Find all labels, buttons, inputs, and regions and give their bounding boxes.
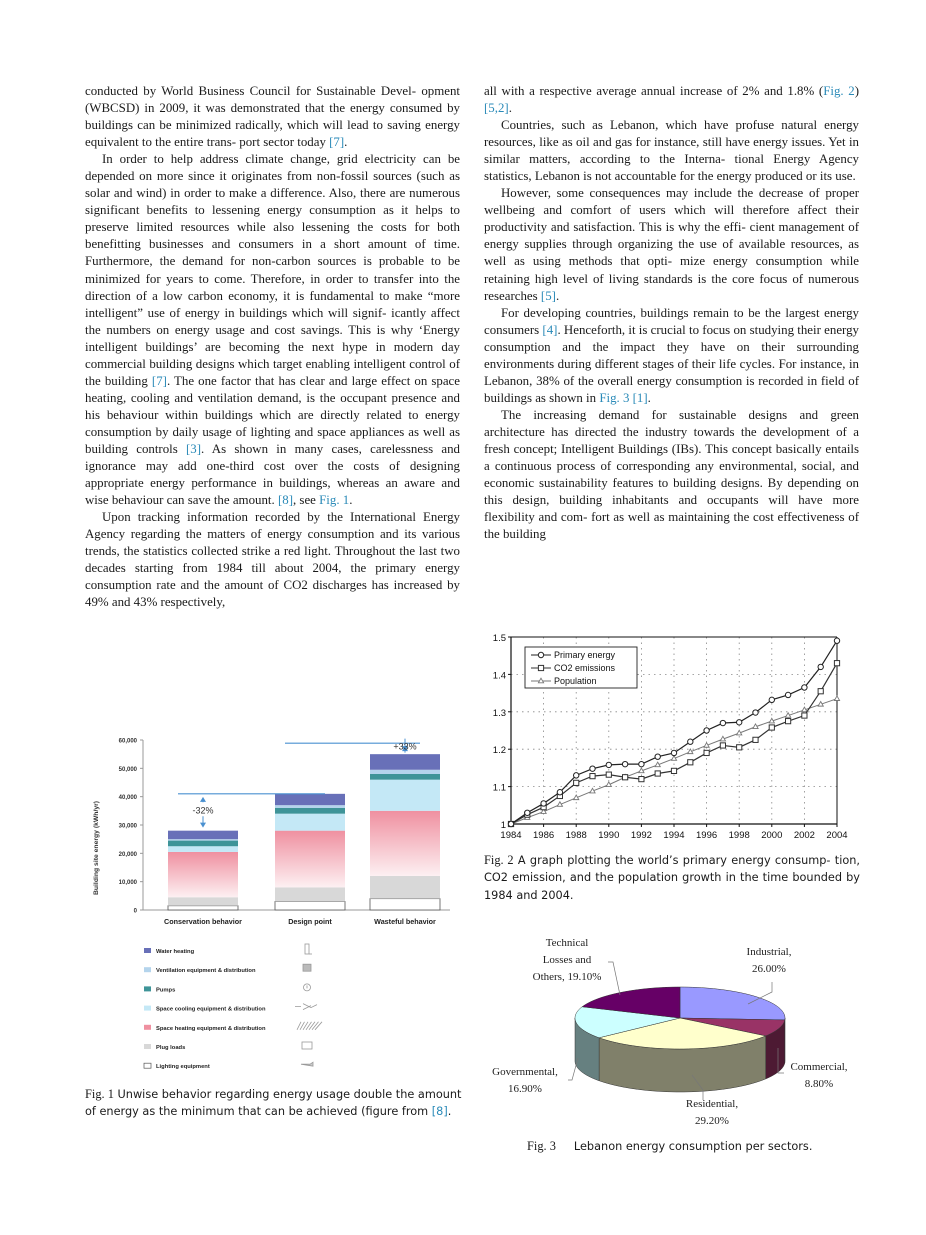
fig1-legend-label: Ventilation equipment & distribution	[156, 968, 256, 975]
fig2-y-tick-label: 1	[500, 820, 506, 831]
fig2-data-point	[720, 720, 725, 725]
fig1-bar-segment-water_heating	[275, 794, 345, 805]
fig1-legend-item	[144, 944, 312, 955]
paragraph-text: .	[508, 101, 512, 116]
left-paragraph	[85, 509, 460, 611]
fig3-caption-label: Fig. 3	[527, 1139, 556, 1153]
fig1-y-axis-label: Building site energy (kWh/yr)	[93, 800, 100, 896]
fig3-slice-label: Residential,	[685, 1098, 739, 1110]
fig1-bar-segment-pumps	[370, 774, 440, 780]
fig1-bar-segment-water_heating	[370, 754, 440, 770]
fig2-x-tick-label: 1984	[500, 830, 522, 841]
fig2-data-point	[606, 762, 611, 767]
fig2-data-point	[786, 719, 791, 724]
citation-link[interactable]: [8]	[277, 493, 293, 508]
fig2-y-tick-label: 1.1	[492, 782, 506, 794]
fig1-bar-segment-pumps	[275, 808, 345, 814]
fig1-y-tick-label: 40,000	[118, 795, 137, 802]
fig2-x-tick-label: 1996	[696, 830, 718, 841]
fig1-legend-swatch	[144, 986, 151, 991]
fig1-legend-swatch	[144, 1006, 151, 1011]
fig1-bar-segment-lighting	[370, 899, 440, 910]
fig2-x-tick-label: 2000	[761, 830, 783, 841]
heating-ray	[312, 1022, 319, 1030]
citation-link[interactable]: [3]	[186, 441, 202, 456]
citation-link[interactable]: Fig. 3	[599, 390, 630, 405]
paragraph-text: .	[647, 390, 651, 405]
fig2-data-point	[606, 772, 611, 777]
fig1-y-tick-label: 30,000	[118, 823, 137, 830]
fig2-data-point	[785, 692, 790, 697]
citation-link[interactable]: Fig. 1	[319, 493, 350, 508]
fig2-data-point	[753, 710, 758, 715]
fig2-data-point	[574, 780, 579, 785]
fig1-bar-segment-lighting	[168, 906, 238, 910]
fig1-bar-segment-space_cooling	[168, 846, 238, 852]
fig3-slice-label: Technical	[545, 937, 589, 949]
fig2-data-point	[769, 697, 774, 702]
fig2-line-chart	[480, 625, 855, 850]
fig2-legend-marker	[538, 652, 543, 657]
fig1-caption	[85, 1086, 465, 1121]
fig3-caption-text: Lebanon energy consumption per sectors.	[573, 1140, 813, 1153]
paragraph-text: conducted by World Business Council for Sustainable Devel- opment (WBCSD) in 2009, it was demonstrated that the energy consumed by buildings can be minimized radically, which will lead to saving energy equivalent to the entire trans- port sector today	[85, 84, 460, 150]
left-paragraph	[85, 151, 460, 509]
paragraph-text: .	[349, 493, 353, 508]
fig2-data-point	[818, 664, 823, 669]
fig1-caption-text: Unwise behavior regarding energy usage double the amount of energy as the minimum that can be achieved (figure from	[85, 1088, 462, 1119]
fig1-legend-swatch	[144, 948, 151, 953]
outlet-box	[302, 1042, 312, 1049]
fig1-caption-end: .	[447, 1105, 452, 1119]
fig3-slice-industrial	[680, 987, 785, 1020]
paragraph-text: . Henceforth, it is crucial to focus on studying their energy consumption and the impact they have on their surrounding environments during different stages of their life cycles. For instance, in Lebanon, 38% of the overall energy consumption is recorded in field of buildings as shown in	[484, 322, 860, 405]
fig2-legend-label: Primary energy	[554, 650, 616, 661]
fig1-bar-segment-plug_loads	[370, 876, 440, 899]
paragraph-text: Upon tracking information recorded by the International Energy Agency regarding the matters of energy consumption and its various trends, the statistics collected strike a red light. Throughout the last two decades starting from 1984 till about 2004, the primary energy consumption rate and the amount of CO2 discharges has increased by 49% and 43% respectively,	[85, 510, 460, 610]
fig1-bar-segment-ventilation	[370, 770, 440, 774]
fig3-pie-top	[575, 987, 785, 1049]
fig2-legend	[525, 647, 637, 688]
fig2-data-point	[623, 775, 628, 780]
citation-link[interactable]: [4]	[542, 322, 558, 337]
fig1-bars	[168, 754, 440, 910]
fig1-bar-segment-lighting	[275, 902, 345, 911]
paragraph-text: all with a respective average annual increase of 2% and 1.8% (	[484, 84, 824, 98]
fig1-annotation-label: +33%	[393, 741, 417, 752]
fig2-y-tick-label: 1.5	[492, 633, 506, 644]
fig2-data-point	[737, 745, 742, 750]
fig2-x-tick-label: 1990	[598, 830, 620, 841]
fig1-legend-item	[144, 1042, 312, 1051]
fig1-arrow-up-head	[200, 797, 206, 802]
fig2-data-point	[769, 725, 774, 730]
fig2-data-point	[818, 689, 823, 694]
water-heater-icon	[305, 944, 312, 954]
fig1-legend-swatch	[144, 967, 151, 972]
fig1-bar-segment-plug_loads	[275, 887, 345, 901]
fig1-legend-label: Space heating equipment & distribution	[156, 1025, 266, 1032]
fig2-x-tick-label: 1986	[533, 830, 555, 841]
fig2-data-point	[541, 801, 546, 806]
bulb-shape	[301, 1062, 313, 1066]
right-paragraph	[484, 83, 859, 117]
paragraph-text: )	[854, 84, 859, 98]
fig1-caption-label: Fig. 1	[85, 1087, 114, 1101]
fig2-data-point	[720, 743, 725, 748]
fig2-data-point	[671, 750, 676, 755]
fig1-bar-segment-ventilation	[168, 839, 238, 840]
fig2-data-point	[639, 761, 644, 766]
paragraph-text: . The one factor that has clear and large effect on space heating, cooling and ventilation demand, is the occupant presence and his behaviour within buildings which are directly related to energy consumption by daily usage of lighting and space appliances as well as building controls	[85, 373, 460, 456]
fig3-slice-label: Industrial,	[746, 946, 792, 958]
fig2-data-point	[802, 713, 807, 718]
fig3-slice-label: 16.90%	[508, 1083, 542, 1095]
fig3-slice-label: Losses and	[542, 954, 592, 966]
fig1-y-tick-label: 10,000	[118, 880, 137, 887]
fig1-arrow-down-head	[200, 823, 206, 828]
fig1-caption-ref-link[interactable]: [8]	[431, 1105, 448, 1119]
fig1-stacked-bar-chart	[85, 730, 460, 935]
fig3-slice-label: Governmental,	[492, 1066, 558, 1078]
fig2-data-point	[655, 771, 660, 776]
fig2-x-tick-label: 1992	[630, 830, 652, 841]
paragraph-text: For developing countries, buildings remain to be the largest energy consumers	[484, 305, 859, 337]
left-paragraph	[85, 83, 460, 151]
fig2-data-point	[508, 821, 513, 826]
fig2-caption	[484, 852, 860, 904]
fig2-data-point	[834, 638, 839, 643]
fig2-data-point	[704, 728, 709, 733]
fig3-caption	[527, 1138, 847, 1155]
fig3-slice-label: Others, 19.10%	[532, 971, 602, 983]
fig1-bar-segment-space_cooling	[370, 780, 440, 811]
paragraph-text: .	[555, 288, 560, 303]
fig2-data-point	[737, 720, 742, 725]
fig1-bar-segment-plug_loads	[168, 897, 238, 906]
pump-gauge-icon	[304, 984, 311, 991]
left-text-column	[85, 83, 460, 611]
ventilation-unit-icon	[303, 964, 311, 971]
right-paragraph	[484, 407, 859, 543]
right-paragraph	[484, 185, 859, 304]
paragraph-text: Countries, such as Lebanon, which have profuse natural energy resources, like as oil and gas for instance, still have energy issues. Yet in similar matters, according to the Interna- tional Energy Agency statistics, Lebanon is not accountable for the energy produced or its use.	[484, 118, 859, 184]
paragraph-text: .	[344, 135, 348, 150]
heating-ray	[309, 1022, 315, 1030]
right-text-column	[484, 83, 859, 543]
fig2-data-point	[802, 685, 807, 690]
fig2-data-point	[834, 696, 839, 701]
fig1-bar-segment-pumps	[168, 841, 238, 847]
fig3-leader-line	[608, 962, 620, 995]
fig2-y-tick-label: 1.2	[492, 745, 506, 757]
fig3-slice-label: Commercial,	[790, 1061, 848, 1073]
fig2-x-tick-label: 2004	[826, 830, 848, 841]
fig3-slice-label: 8.80%	[804, 1078, 834, 1090]
fig2-data-point	[834, 661, 839, 666]
fig1-y-tick-label: 60,000	[118, 738, 137, 745]
fig2-x-tick-label: 1994	[663, 830, 685, 841]
fig1-y-tick-label: 20,000	[118, 851, 137, 858]
fig3-slice-label: 26.00%	[752, 963, 786, 975]
fig1-y-tick-label: 50,000	[118, 766, 137, 773]
paragraph-text: , see	[292, 493, 320, 508]
fig2-legend-label: Population	[554, 676, 597, 687]
fig2-x-tick-label: 1998	[728, 830, 750, 841]
fig2-x-tick-label: 1988	[565, 830, 587, 841]
fig1-legend-item	[144, 984, 311, 994]
fig1-x-tick-label: Wasteful behavior	[374, 917, 436, 926]
fig1-bar-segment-space_heating	[168, 852, 238, 897]
ventilation-box	[303, 964, 311, 971]
fig1-legend	[85, 935, 345, 1080]
fig2-data-point	[590, 766, 595, 771]
fig1-legend-item	[144, 964, 311, 974]
fig2-data-point	[574, 773, 579, 778]
fig2-data-point	[622, 761, 627, 766]
fig2-data-point	[655, 754, 660, 759]
fig3-slice-label: 29.20%	[695, 1115, 729, 1127]
fig2-data-point	[753, 737, 758, 742]
heating-rays-icon	[297, 1022, 322, 1030]
fig1-bar-segment-water_heating	[168, 831, 238, 840]
citation-link[interactable]: [1]	[632, 390, 648, 405]
fig2-x-tick-label: 2002	[793, 830, 815, 841]
fig2-caption-label: Fig. 2	[484, 853, 514, 867]
fig1-x-tick-label: Design point	[288, 917, 332, 926]
fig2-legend-label: CO2 emissions	[554, 663, 616, 674]
water-heater-shape	[305, 944, 309, 954]
fig2-data-point	[688, 739, 693, 744]
fig2-data-point	[639, 777, 644, 782]
citation-link[interactable]: [5,2]	[484, 101, 509, 116]
paragraph-text: The increasing demand for sustainable designs and green architecture has directed the industry towards the development of a fresh concept; Intelligent Buildings (IBs). This concept basically entails a continuous process of corresponding any environmental, social, and economic sustainability features to building designs. By depending on this design, building inhabitants and occupants will have more flexibility and com- fort as well as maintaining the cost effectiveness of the building	[484, 407, 859, 542]
cooling-lines	[295, 1004, 317, 1010]
fig3-pie-chart	[480, 930, 860, 1135]
fig2-data-point	[688, 760, 693, 765]
fig1-legend-label: Space cooling equipment & distribution	[156, 1006, 266, 1013]
fig1-x-tick-label: Conservation behavior	[164, 917, 242, 926]
fig2-data-point	[525, 810, 530, 815]
right-paragraph	[484, 305, 859, 407]
citation-link[interactable]: [7]	[151, 373, 167, 388]
fig1-legend-item	[144, 1022, 322, 1032]
paragraph-text: . As shown in many cases, carelessness and ignorance may add one-third cost over the costs of designing appropriate energy performance in buildings, whereas an aware and wise behaviour can save the amount.	[85, 441, 461, 508]
paragraph-text: However, some consequences may include the decrease of proper wellbeing and comfort of users which will therefore affect their productivity and satisfaction. This is why the effi- cient management of energy supplies through organizing the use of available resources, as well as using methods that opti- mize energy consumption while retaining high level of living standards is the core focus of numerous researches	[484, 186, 859, 303]
fig2-data-point	[590, 774, 595, 779]
fig1-legend-label: Plug loads	[156, 1045, 186, 1051]
citation-link[interactable]: [5]	[540, 288, 556, 303]
fig1-annotation-label: -32%	[192, 805, 214, 816]
right-paragraph	[484, 117, 859, 185]
fig1-bar-segment-space_heating	[275, 831, 345, 888]
fig1-legend-label: Pumps	[156, 987, 176, 994]
citation-link[interactable]: [7]	[329, 135, 345, 150]
fig1-bar-segment-ventilation	[275, 805, 345, 808]
fig2-data-point	[704, 750, 709, 755]
fig1-bar-segment-space_heating	[370, 811, 440, 876]
light-bulb-icon	[301, 1062, 313, 1066]
fig2-legend-marker	[538, 665, 543, 670]
fig1-legend-label: Water heating	[156, 949, 195, 955]
fig2-data-point	[671, 768, 676, 773]
fig1-legend-swatch	[144, 1025, 151, 1030]
fig2-data-point	[557, 790, 562, 795]
plug-outlet-icon	[302, 1042, 312, 1049]
heating-ray	[315, 1022, 322, 1030]
fig1-legend-item	[144, 1004, 317, 1013]
fig1-legend-swatch	[144, 1044, 151, 1049]
fig1-bar-segment-space_cooling	[275, 814, 345, 831]
fig2-caption-text: A graph plotting the world’s primary energy consump- tion, CO2 emission, and the population growth in the time bounded by 1984 and 2004.	[484, 854, 861, 902]
fig1-legend-label: Lighting equipment	[156, 1064, 210, 1071]
fig1-legend-swatch	[144, 1063, 151, 1068]
fig2-y-tick-label: 1.4	[492, 670, 506, 682]
fig1-y-tick-label: 0	[133, 908, 137, 915]
cooling-fan-icon	[295, 1004, 317, 1010]
fig1-legend-item	[144, 1062, 313, 1070]
citation-link[interactable]: Fig. 2	[823, 84, 855, 98]
fig2-y-tick-label: 1.3	[492, 707, 506, 719]
paragraph-text: In order to help address climate change, grid electricity can be depended on more since it originates from non-fossil sources (such as solar and wind) in order to make a difference. Also, there are numerous significant benefits to lessening energy consumption as it helps to preserve limited resources while also lessening the costs for both benefitting businesses and consumers in a short amount of time. Furthermore, the demand for non-carbon sources is probable to be minimized for years to come. Therefore, in order to transfer into the direction of a low carbon economy, it is fundamental to make “more intelligent” use of energy in buildings which will signif- icantly affect the numbers on energy usage and cost savings. This is why ‘Energy intelligent buildings’ are becoming the next hype in modern day commercial building designs which target enabling intelligent control of the building	[85, 152, 460, 388]
